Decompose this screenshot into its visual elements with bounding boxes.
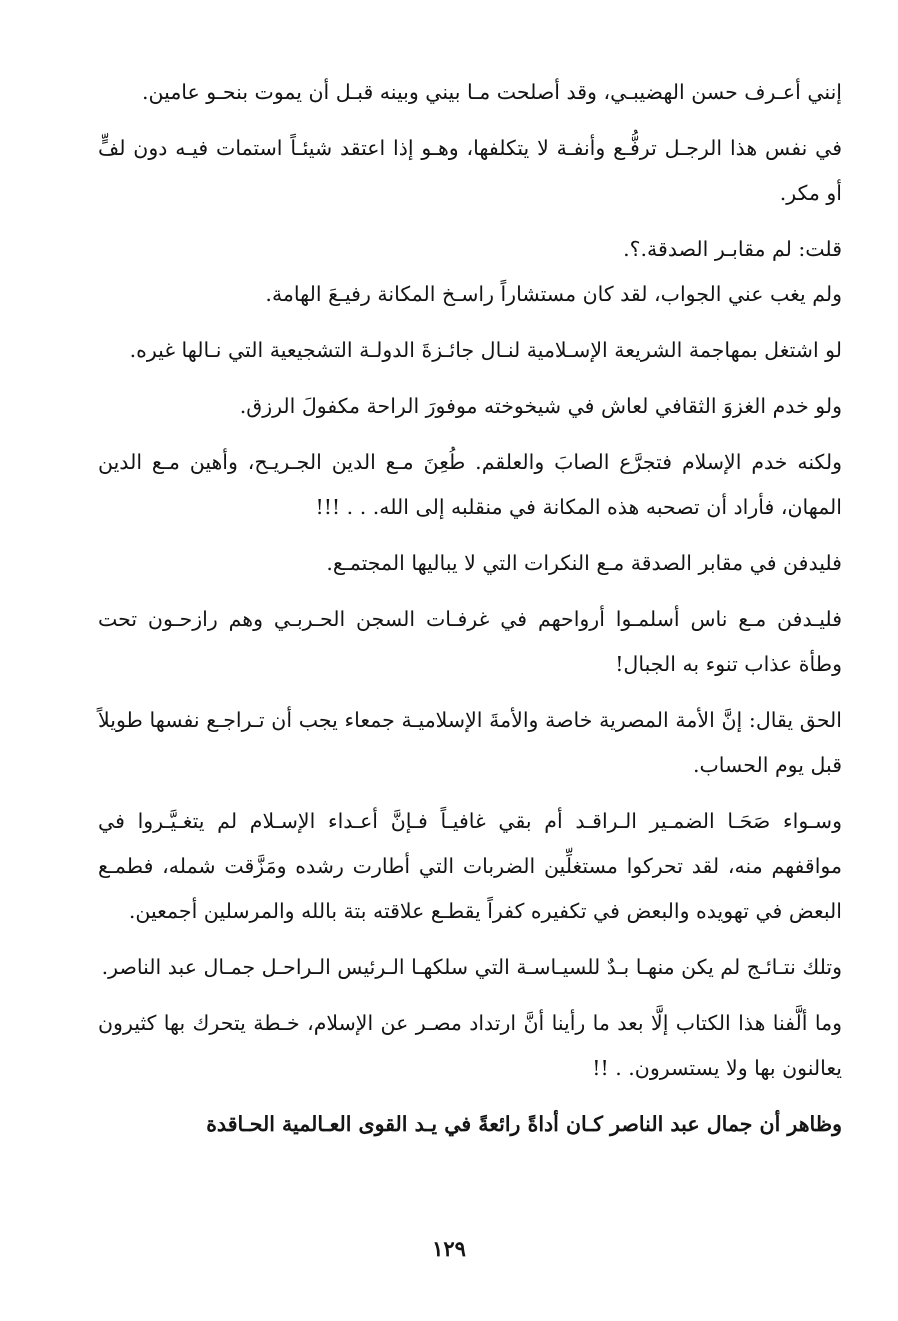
paragraph: وسـواء صَحَـا الضمـير الـراقـد أم بقي غافيـاً فـإنَّ أعـداء الإسـلام لم يتغـيَّـروا في مواقفهم منه، لقد تحركوا مستغلِّين الضربات التي أطارت رشده ومَزَّقت شمله، فطمـع البعض في تهويده والبعض في تكفيره كفراً يقطـع علاقته بتة بالله والمرسلين أجمعين. (98, 809, 842, 923)
paragraph: وما ألَّفنا هذا الكتاب إلَّا بعد ما رأينا أنَّ ارتداد مصـر عن الإسلام، خـطة يتحرك بها كثيرون يعالنون بها ولا يستسرون. . !! (98, 1011, 842, 1080)
paragraph: في نفس هذا الرجـل ترفُّـع وأنفـة لا يتكلفها، وهـو إذا اعتقد شيئـاً استمات فيـه دون لفٍّ أو مكر. (98, 136, 842, 205)
page-body (98, 70, 842, 1310)
paragraph: وتلك نتـائـج لم يكن منهـا بـدٌ للسيـاسـة التي سلكهـا الـرئيس الـراحـل جمـال عبد الناصر. (101, 955, 842, 979)
paragraph: ولكنه خدم الإسلام فتجرَّع الصابَ والعلقم. طُعِنَ مـع الدين الجـريـح، وأهين مـع الدين المهان، فأراد أن تصحبه هذه المكانة في منقلبه إلى الله. . . !!! (98, 450, 842, 519)
page-number: ١٢٩ (432, 1236, 466, 1261)
paragraph: قلت: لم مقابـر الصدقة.؟. (623, 237, 842, 261)
paragraph: إنني أعـرف حسن الهضيبـي، وقد أصلحت مـا بيني وبينه قبـل أن يموت بنحـو عامين. (142, 80, 842, 104)
paragraph: لو اشتغل بمهاجمة الشريعة الإسـلامية لنـال جائـزةَ الدولـة التشجيعية التي نـالها غيره. (129, 338, 842, 362)
paragraph: فليدفن في مقابر الصدقة مـع النكرات التي لا يباليها المجتمـع. (326, 551, 842, 575)
paragraph-bold: وظاهر أن جمال عبد الناصر كـان أداةً رائعةً في يـد القوى العـالمية الحـاقدة (206, 1112, 842, 1136)
paragraph: الحق يقال: إنَّ الأمة المصرية خاصة والأمةَ الإسلاميـة جمعاء يجب أن تـراجـع نفسها طويلاً قبل يوم الحساب. (98, 708, 842, 777)
paragraph: ولو خدم الغزوَ الثقافي لعاش في شيخوخته موفورَ الراحة مكفولَ الرزق. (239, 394, 842, 418)
paragraph: فليـدفن مـع ناس أسلمـوا أرواحهم في غرفـات السجن الحـربـي وهم رازحـون تحت وطأة عذاب تنوء به الجبال! (98, 607, 842, 676)
paragraph: ولم يغب عني الجواب، لقد كان مستشاراً راسـخ المكانة رفيـعَ الهامة. (265, 282, 842, 306)
